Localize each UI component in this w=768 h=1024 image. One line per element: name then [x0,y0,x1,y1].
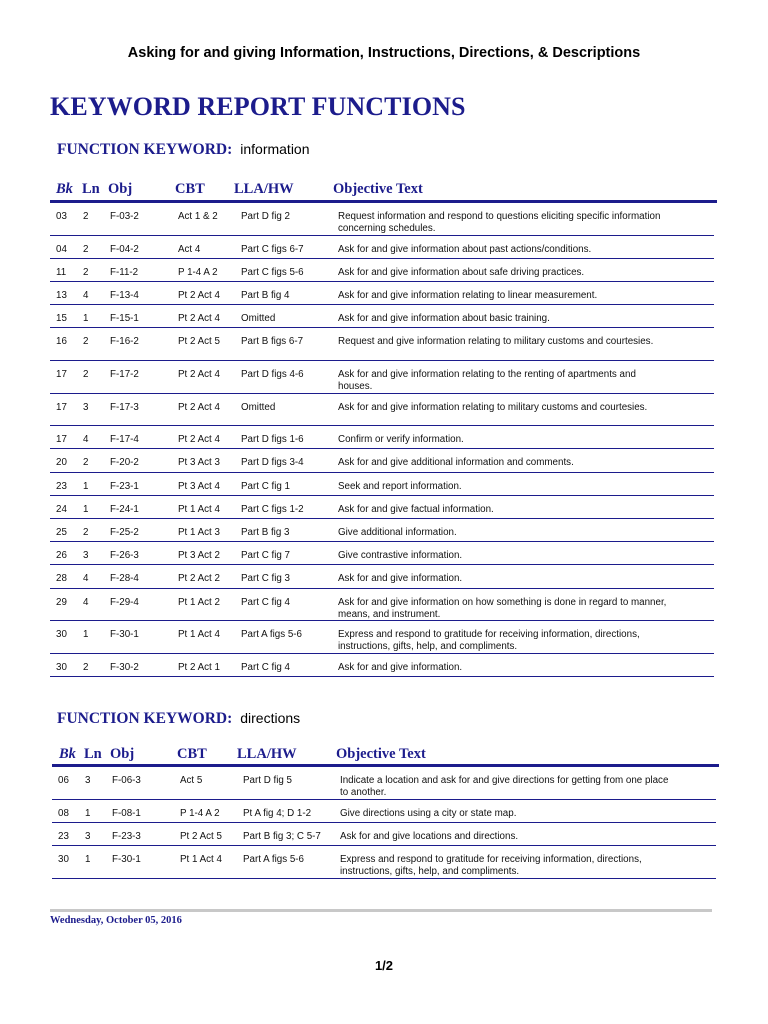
keyword-value: information [240,141,310,157]
cell-text: Request information and respond to questions eliciting specific information concerning schedules. [338,211,661,234]
cell-lla: Part D figs 1-6 [241,434,304,446]
cell-ln: 2 [83,266,89,278]
cell-bk: 23 [58,830,69,842]
cell-bk: 25 [56,527,67,538]
cell-obj: F-04-2 [110,243,139,255]
col-header-objective-text: Objective Text [336,746,426,762]
cell-obj: F-17-3 [110,401,139,413]
table-row [50,361,714,394]
keyword-label: FUNCTION KEYWORD: [57,141,233,158]
cell-text: Ask for and give information. [338,573,463,585]
cell-ln: 2 [83,243,89,255]
cell-text: Ask for and give information relating to linear measurement. [338,290,598,301]
cell-obj: F-30-1 [112,854,141,865]
table-row [50,305,714,328]
cell-obj: F-23-3 [112,830,141,842]
cell-cbt: Pt 2 Act 1 [178,661,220,673]
cell-text: Ask for and give information about basic training. [338,313,550,325]
cell-lla: Omitted [241,313,276,325]
cell-obj: F-25-2 [110,527,139,538]
cell-ln: 2 [83,661,89,673]
col-header-lla: LLA/HW [234,181,294,197]
cell-obj: F-08-1 [112,807,141,819]
cell-cbt: Pt 1 Act 4 [178,503,220,515]
cell-lla: Pt A fig 4; D 1-2 [243,807,312,819]
cell-bk: 17 [56,434,67,446]
cell-bk: 15 [56,313,67,325]
cell-bk: 17 [56,401,67,413]
cell-lla: Part D fig 2 [241,211,291,222]
cell-lla: Part D figs 3-4 [241,457,304,469]
cell-bk: 16 [56,336,67,348]
cell-obj: F-11-2 [110,266,139,278]
cell-obj: F-06-3 [112,775,141,786]
cell-obj: F-23-1 [110,480,139,492]
cell-obj: F-30-1 [110,629,139,641]
cell-bk: 06 [58,775,69,786]
cell-cbt: Pt 1 Act 3 [178,527,220,538]
page-number: 1/2 [374,958,394,973]
cell-obj: F-24-1 [110,503,139,515]
keyword-value: directions [240,710,301,726]
table-row [50,449,714,472]
cell-text: Ask for and give information on how something is done in regard to manner, means, and instrument. [338,596,667,620]
cell-text: Give contrastive information. [338,550,463,562]
cell-obj: F-15-1 [110,313,139,325]
cell-ln: 4 [83,573,89,585]
cell-lla: Part A figs 5-6 [241,629,302,641]
cell-text: Ask for and give information about safe driving practices. [338,266,585,278]
cell-ln: 4 [83,290,89,301]
table-row [52,846,716,879]
cell-lla: Part D fig 5 [243,775,293,786]
table-row [50,542,714,565]
cell-obj: F-30-2 [110,661,139,673]
cell-lla: Part C figs 1-2 [241,503,304,515]
cell-bk: 30 [58,854,69,865]
cell-obj: F-17-2 [110,369,139,380]
cell-bk: 03 [56,211,67,222]
table-row [50,519,714,542]
document-header: Asking for and giving Information, Instructions, Directions, & Descriptions [127,45,641,61]
col-header-cbt: CBT [177,746,207,762]
table-row [52,800,716,823]
cell-cbt: Pt 1 Act 2 [178,596,220,608]
cell-lla: Part C fig 7 [241,550,291,562]
cell-ln: 3 [85,775,91,786]
cell-ln: 2 [83,527,89,538]
table-row [50,589,714,622]
cell-ln: 1 [83,313,89,325]
cell-bk: 29 [56,596,67,608]
cell-obj: F-20-2 [110,457,139,469]
cell-bk: 04 [56,243,67,255]
cell-text: Express and respond to gratitude for receiving information, directions, instructions, gifts, help, and compliments. [340,854,642,877]
cell-text: Ask for and give information relating to the renting of apartments and houses. [338,369,636,392]
cell-cbt: P 1-4 A 2 [180,807,220,819]
footer-date: Wednesday, October 05, 2016 [50,915,182,926]
cell-cbt: Pt 2 Act 4 [178,434,220,446]
cell-cbt: Pt 2 Act 2 [178,573,220,585]
cell-cbt: Act 4 [178,243,201,255]
col-header-ln: Ln [82,181,100,197]
cell-lla: Part B figs 6-7 [241,336,304,348]
row-divider [50,676,714,677]
cell-obj: F-16-2 [110,336,139,348]
cell-lla: Part C fig 4 [241,596,291,608]
cell-obj: F-28-4 [110,573,139,585]
cell-cbt: Pt 1 Act 4 [178,629,220,641]
col-header-cbt: CBT [175,181,205,197]
col-header-ln: Ln [84,746,102,762]
col-header-objective-text: Objective Text [333,181,423,197]
cell-text: Ask for and give information. [338,661,463,673]
cell-lla: Part C fig 3 [241,573,291,585]
cell-cbt: Pt 3 Act 3 [178,457,220,469]
col-header-lla: LLA/HW [237,746,297,762]
table-row [50,259,714,282]
cell-cbt: Pt 1 Act 4 [180,854,222,865]
table-row [52,823,716,846]
cell-obj: F-29-4 [110,596,139,608]
table-row [50,282,714,305]
objectives-table [50,203,714,677]
cell-bk: 08 [58,807,69,819]
cell-ln: 4 [83,434,89,446]
cell-ln: 2 [83,369,89,380]
cell-ln: 2 [83,211,89,222]
cell-text: Give directions using a city or state map. [340,807,517,819]
cell-ln: 1 [83,629,89,641]
col-header-obj: Obj [110,746,135,762]
objectives-table [52,767,716,879]
table-row [50,328,714,361]
cell-bk: 30 [56,629,67,641]
cell-cbt: Pt 2 Act 5 [178,336,220,348]
cell-bk: 23 [56,480,67,492]
cell-lla: Part C fig 1 [241,480,291,492]
table-row [50,394,714,427]
col-header-bk: Bk [56,181,73,197]
cell-cbt: Pt 2 Act 4 [178,401,220,413]
cell-cbt: Pt 2 Act 4 [178,290,220,301]
keyword-line [57,710,300,728]
table-row [50,496,714,519]
cell-text: Indicate a location and ask for and give directions for getting from one place to another. [340,775,669,798]
cell-lla: Part B fig 3 [241,527,290,538]
cell-lla: Part B fig 4 [241,290,290,301]
cell-lla: Part C figs 6-7 [241,243,304,255]
cell-bk: 28 [56,573,67,585]
cell-cbt: Pt 2 Act 4 [178,313,220,325]
keyword-line [57,141,310,159]
cell-text: Ask for and give locations and directions. [340,830,519,842]
report-title: KEYWORD REPORT FUNCTIONS [50,92,466,121]
cell-ln: 3 [83,550,89,562]
cell-cbt: Act 1 & 2 [178,211,218,222]
cell-lla: Part B fig 3; C 5-7 [243,830,321,842]
cell-cbt: Pt 3 Act 4 [178,480,220,492]
row-divider [52,878,716,879]
cell-text: Confirm or verify information. [338,434,464,446]
cell-bk: 17 [56,369,67,380]
table-row [50,426,714,449]
cell-bk: 26 [56,550,67,562]
cell-bk: 11 [56,266,67,278]
cell-cbt: Pt 2 Act 4 [178,369,220,380]
cell-bk: 24 [56,503,67,515]
cell-ln: 4 [83,596,89,608]
cell-ln: 2 [83,336,89,348]
cell-lla: Part A figs 5-6 [243,854,304,865]
cell-cbt: P 1-4 A 2 [178,266,218,278]
cell-bk: 30 [56,661,67,673]
cell-text: Ask for and give additional information and comments. [338,457,574,469]
cell-cbt: Pt 3 Act 2 [178,550,220,562]
cell-text: Ask for and give information relating to military customs and courtesies. [338,401,648,413]
cell-ln: 3 [85,830,91,842]
footer-rule [50,909,712,912]
cell-obj: F-26-3 [110,550,139,562]
cell-lla: Omitted [241,401,276,413]
cell-bk: 20 [56,457,67,469]
cell-obj: F-03-2 [110,211,139,222]
cell-text: Request and give information relating to military customs and courtesies. [338,336,654,348]
col-header-obj: Obj [108,181,133,197]
cell-ln: 1 [85,807,91,819]
cell-obj: F-13-4 [110,290,139,301]
table-row [50,473,714,496]
table-row [50,236,714,259]
cell-cbt: Act 5 [180,775,203,786]
cell-cbt: Pt 2 Act 5 [180,830,222,842]
cell-text: Give additional information. [338,527,457,538]
cell-lla: Part D figs 4-6 [241,369,304,380]
cell-text: Express and respond to gratitude for receiving information, directions, instructions, gifts, help, and compliments. [338,629,640,653]
cell-ln: 2 [83,457,89,469]
table-row [50,203,714,236]
cell-bk: 13 [56,290,67,301]
table-row [50,654,714,677]
cell-ln: 1 [85,854,91,865]
col-header-bk: Bk [59,746,76,762]
table-row [52,767,716,800]
cell-text: Seek and report information. [338,480,462,492]
cell-ln: 3 [83,401,89,413]
cell-text: Ask for and give information about past actions/conditions. [338,243,592,255]
table-row [50,565,714,588]
cell-ln: 1 [83,480,89,492]
cell-lla: Part C fig 4 [241,661,291,673]
keyword-label: FUNCTION KEYWORD: [57,710,233,727]
cell-lla: Part C figs 5-6 [241,266,304,278]
cell-ln: 1 [83,503,89,515]
cell-text: Ask for and give factual information. [338,503,494,515]
table-row [50,621,714,654]
cell-obj: F-17-4 [110,434,139,446]
